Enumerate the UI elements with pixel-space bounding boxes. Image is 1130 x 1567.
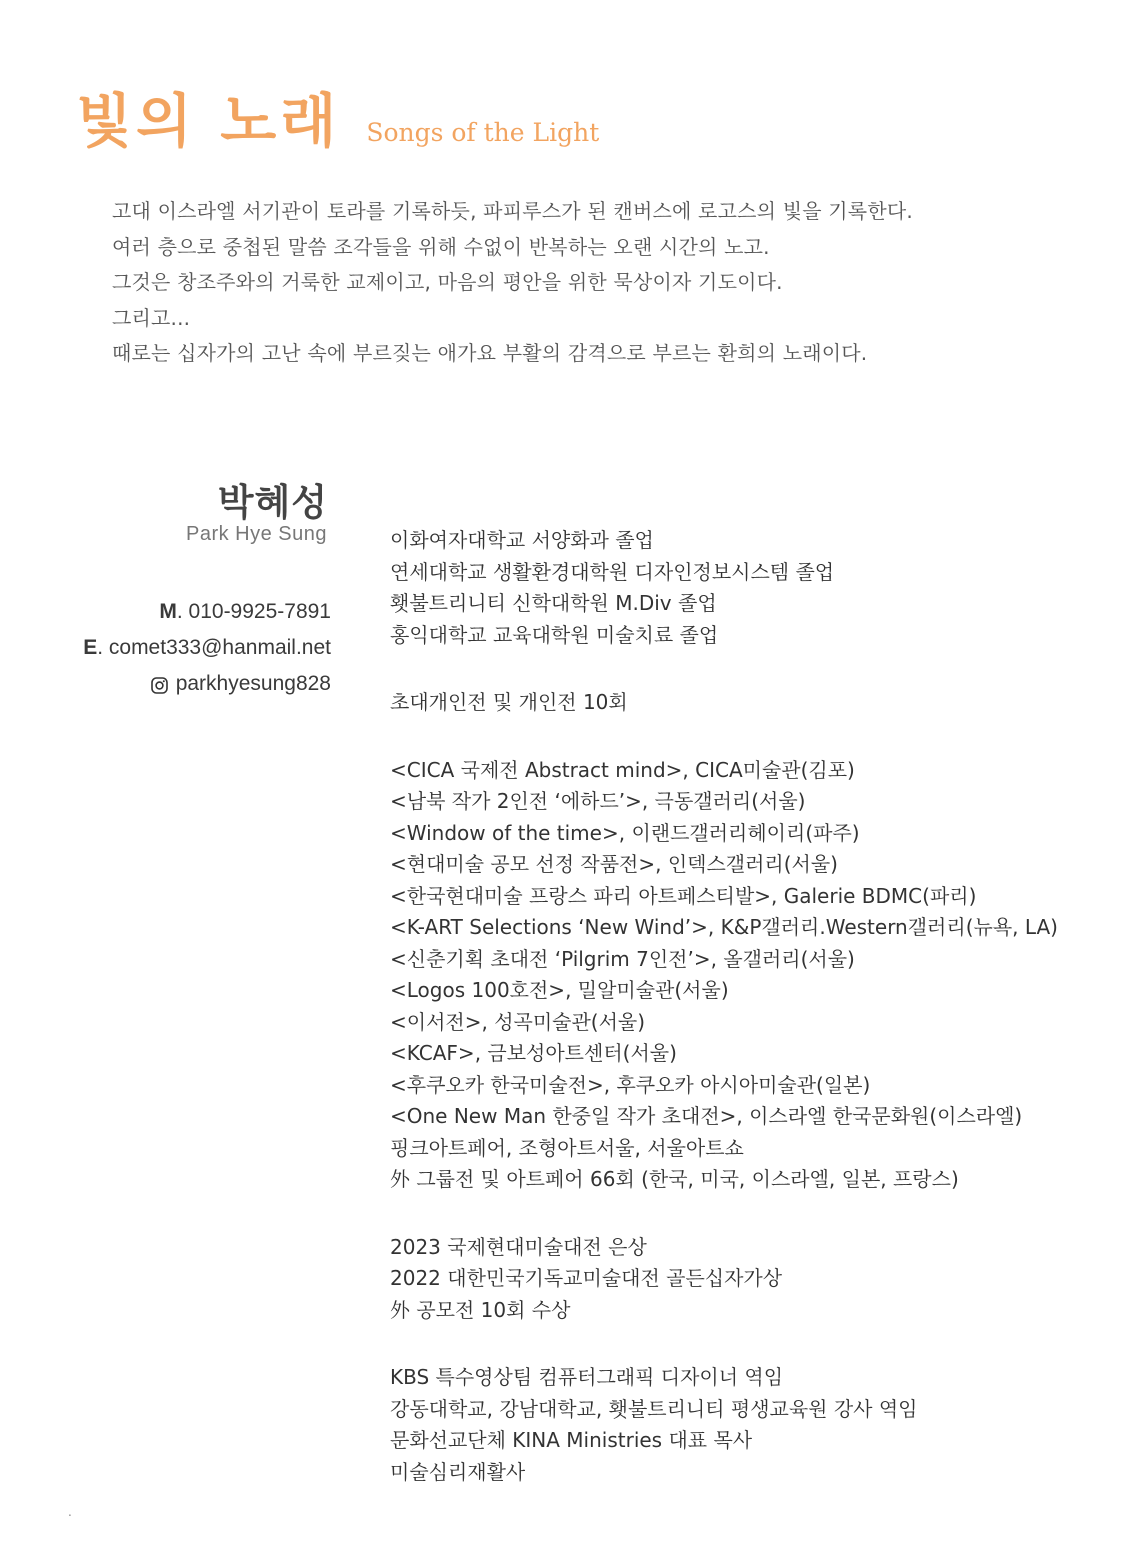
solo-item: 초대개인전 및 개인전 10회 [390,690,628,714]
career-item: KBS 특수영상팀 컴퓨터그래픽 디자이너 역임 [390,1365,784,1389]
contact-instagram [151,672,331,696]
intro-line: 여러 층으로 중첩된 말씀 조각들을 위해 수없이 반복하는 오랜 시간의 노고. [112,234,770,259]
career-list [390,1362,1110,1488]
group-item: <현대미술 공모 선정 작품전>, 인덱스갤러리(서울) [390,852,838,876]
title-korean: 빛의 노래 [76,87,341,155]
awards-list [390,1232,1110,1327]
page-title [76,74,599,158]
footer-dot: . [68,1505,72,1519]
career-item: 강동대학교, 강남대학교, 횃불트리니티 평생교육원 강사 역임 [390,1396,918,1421]
education-item: 홍익대학교 교육대학원 미술치료 졸업 [390,622,719,647]
artist-biography [390,525,1110,1488]
award-item: 2023 국제현대미술대전 은상 [390,1234,647,1259]
email-address: . comet333@hanmail.net [97,636,331,659]
artist-name-korean: 박혜성 [217,481,328,524]
group-item: <남북 작가 2인전 ‘에하드’>, 극동갤러리(서울) [390,789,806,813]
instagram-handle: parkhyesung828 [175,672,331,695]
group-item: 外 그룹전 및 아트페어 66회 (한국, 미국, 이스라엘, 일본, 프랑스) [390,1167,959,1191]
intro-line: 그것은 창조주와의 거룩한 교제이고, 마음의 평안을 위한 묵상이자 기도이다. [112,270,783,294]
award-item: 外 공모전 10회 수상 [390,1297,571,1322]
education-item: 이화여자대학교 서양화과 졸업 [390,528,654,552]
education-list [390,525,1110,651]
group-item: <CICA 국제전 Abstract mind>, CICA미술관(김포) [390,757,855,782]
group-item: <Window of the time>, 이랜드갤러리헤이리(파주) [390,820,860,845]
education-item: 횃불트리니티 신학대학원 M.Div 졸업 [390,591,717,615]
contact-email [83,636,331,660]
intro-line: 때로는 십자가의 고난 속에 부르짖는 애가요 부활의 감격으로 부르는 환희의 노래이다. [112,341,868,365]
intro-line: 고대 이스라엘 서기관이 토라를 기록하듯, 파피루스가 된 캔버스에 로고스의 빛을 기록한다. [112,199,913,223]
intro-paragraph [112,194,1072,372]
group-item: <One New Man 한중일 작가 초대전>, 이스라엘 한국문화원(이스라엘) [390,1104,1023,1128]
career-item: 문화선교단체 KINA Ministries 대표 목사 [390,1428,753,1452]
career-item: 미술심리재활사 [390,1459,526,1484]
title-english: Songs of the Light [366,118,600,147]
instagram-icon [151,676,168,693]
group-exhibitions [390,755,1110,1196]
contact-mobile [159,600,331,624]
group-item: <이서전>, 성곡미술관(서울) [390,1009,646,1034]
group-item: <KCAF>, 금보성아트센터(서울) [390,1041,677,1065]
mobile-label: M [159,600,177,623]
group-item: <후쿠오카 한국미술전>, 후쿠오카 아시아미술관(일본) [390,1072,871,1097]
education-item: 연세대학교 생활환경대학원 디자인정보시스템 졸업 [390,559,835,584]
group-item: 핑크아트페어, 조형아트서울, 서울아트쇼 [390,1135,744,1160]
solo-exhibitions [390,687,1110,719]
award-item: 2022 대한민국기독교미술대전 골든십자가상 [390,1266,783,1290]
group-item: <Logos 100호전>, 밀알미술관(서울) [390,978,729,1002]
intro-line: 그리고... [112,305,191,330]
email-label: E [83,636,98,659]
group-item: <한국현대미술 프랑스 파리 아트페스티발>, Galerie BDMC(파리) [390,883,977,908]
mobile-number: . 010-9925-7891 [176,600,331,623]
group-item: <K-ART Selections ‘New Wind’>, K&P갤러리.Western갤러리(뉴욕, LA) [390,915,1058,939]
group-item: <신춘기획 초대전 ‘Pilgrim 7인전’>, 올갤러리(서울) [390,946,855,971]
artist-name-english: Park Hye Sung [185,523,327,545]
